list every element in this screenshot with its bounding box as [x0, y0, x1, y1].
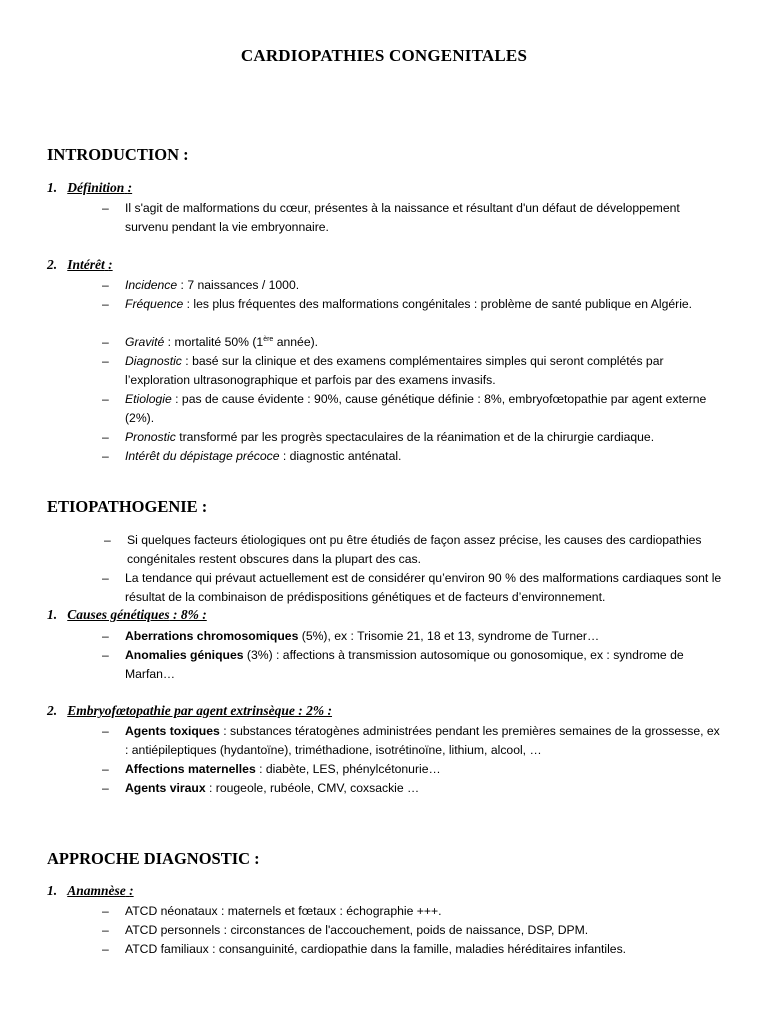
dash-bullet: – [102, 923, 109, 937]
list-item-text: La tendance qui prévaut actuellement est de considérer qu’environ 90 % des malformations cardiaques sont le résultat de la combinaison de prédispositions génétiques et de facteurs d’environnement. [125, 571, 722, 604]
subheading-label: Définition [67, 180, 125, 195]
dash-bullet: – [102, 724, 109, 738]
term: Fréquence [125, 297, 184, 311]
term: Agents viraux [125, 781, 206, 795]
section-heading-approche-diagnostic: APPROCHE DIAGNOSTIC : [47, 849, 260, 868]
list-item-text: ATCD néonataux : maternels et fœtaux : échographie +++. [125, 904, 442, 918]
dash-bullet: – [102, 278, 109, 292]
subheading-number: 1. [47, 180, 58, 195]
list-item-text: ATCD familiaux : consanguinité, cardiopathie dans la famille, maladies héréditaires infantiles. [125, 942, 627, 956]
subheading-causes-genetiques: 1. Causes génétiques : 8% : [47, 607, 207, 622]
list-item: – Diagnostic : basé sur la clinique et des examens complémentaires simples qui seront complétés par l’exploration ultrasonographique et parfois par des examens invasifs. [102, 354, 664, 387]
dash-bullet: – [102, 762, 109, 776]
term: Anomalies géniques [125, 648, 244, 662]
dash-bullet: – [102, 629, 109, 643]
subheading-number: 2. [47, 257, 58, 272]
term: Etiologie [125, 392, 172, 406]
subheading-interet: 2. Intérêt : [47, 257, 113, 272]
subheading-label: Intérêt [67, 257, 105, 272]
list-item: – Affections maternelles : diabète, LES, phénylcétonurie… [102, 760, 722, 779]
list-item-text: Si quelques facteurs étiologiques ont pu être étudiés de façon assez précise, les causes des cardiopathies congénitales restent obscures dans la plupart des cas. [127, 533, 702, 566]
dash-bullet: – [102, 781, 109, 795]
term: Affections maternelles [125, 762, 256, 776]
term: Aberrations chromosomiques [125, 629, 299, 643]
section-heading-introduction: INTRODUCTION : [47, 145, 189, 164]
list-item [102, 902, 722, 921]
subheading-definition: 1. Définition : [47, 180, 133, 195]
section-heading-etiopathogenie: ETIOPATHOGENIE : [47, 497, 208, 516]
document-title: CARDIOPATHIES CONGENITALES [240, 46, 528, 65]
subheading-number: 2. [47, 703, 58, 718]
subheading-number: 1. [47, 607, 58, 622]
subheading-label: Causes génétiques [67, 607, 170, 622]
subheading-number: 1. [47, 883, 58, 898]
dash-bullet: – [102, 354, 109, 368]
list-item [102, 940, 722, 959]
list-item: – Incidence : 7 naissances / 1000. [102, 276, 722, 295]
dash-bullet: – [102, 942, 109, 956]
list-item: – Fréquence : les plus fréquentes des malformations congénitales : problème de santé publique en Algérie. [102, 295, 722, 314]
dash-bullet: – [104, 533, 111, 547]
term: Diagnostic [125, 354, 182, 368]
term: Agents toxiques [125, 724, 220, 738]
term: Incidence [125, 278, 178, 292]
subheading-embryofoetopathie: 2. Embryofœtopathie par agent extrinsèque : 2% : [47, 703, 333, 718]
dash-bullet: – [102, 904, 109, 918]
dash-bullet: – [102, 571, 109, 585]
list-item-text: Il s'agit de malformations du cœur, présentes à la naissance et résultant d'un défaut de développement survenu pendant la vie embryonnaire. [125, 201, 680, 234]
list-item: – Aberrations chromosomiques (5%), ex : Trisomie 21, 18 et 13, syndrome de Turner… [102, 627, 722, 646]
list-item [104, 531, 724, 569]
list-item-text: ATCD personnels : circonstances de l'accouchement, poids de naissance, DSP, DPM. [125, 923, 589, 937]
dash-bullet: – [102, 449, 109, 463]
list-item [102, 199, 722, 237]
dash-bullet: – [102, 392, 109, 406]
list-item: – Gravité : mortalité 50% (1ère année). [102, 333, 722, 352]
list-item [102, 569, 722, 607]
list-item: – Pronostic transformé par les progrès spectaculaires de la réanimation et de la chirurgie cardiaque. [102, 428, 722, 447]
list-item: – Agents toxiques : substances tératogènes administrées pendant les premières semaines de la grossesse, ex : antiépileptiques (hydantoïne), triméthadione, isotrétinoïne, lithium, alcool, … [102, 724, 720, 757]
list-item: – Agents viraux : rougeole, rubéole, CMV, coxsackie … [102, 779, 722, 798]
dash-bullet: – [102, 648, 109, 662]
term: Intérêt du dépistage précoce [125, 449, 280, 463]
list-item: – Etiologie : pas de cause évidente : 90%, cause génétique définie : 8%, embryofœtopathie par agent externe (2%). [102, 392, 707, 425]
term: Pronostic [125, 430, 176, 444]
subheading-anamnese: 1. Anamnèse : [47, 883, 134, 898]
list-item: – Intérêt du dépistage précoce : diagnostic anténatal. [102, 447, 722, 466]
list-item [102, 921, 722, 940]
subheading-label: Embryofœtopathie par agent extrinsèque [67, 703, 295, 718]
dash-bullet: – [102, 297, 109, 311]
dash-bullet: – [102, 335, 109, 349]
term: Gravité [125, 335, 165, 349]
list-item: – Anomalies géniques (3%) : affections à transmission autosomique ou gonosomique, ex : syndrome de Marfan… [102, 648, 684, 681]
dash-bullet: – [102, 201, 109, 215]
subheading-label: Anamnèse [67, 883, 126, 898]
dash-bullet: – [102, 430, 109, 444]
